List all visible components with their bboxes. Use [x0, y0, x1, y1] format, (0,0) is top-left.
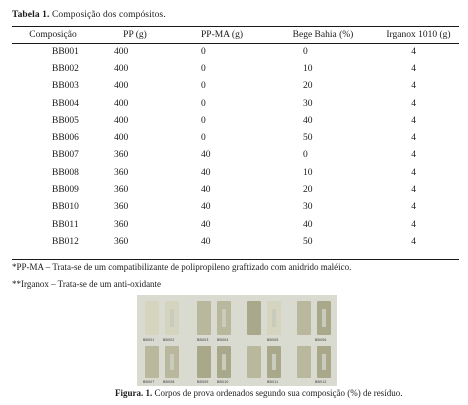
cell-pp: 400: [114, 98, 129, 109]
cell-pp: 400: [114, 133, 129, 144]
specimen-bb002: [165, 301, 179, 335]
cell-pp: 360: [114, 167, 129, 178]
specimen-bb010: [217, 346, 231, 378]
photo-label: BB006: [315, 338, 327, 342]
specimens-photo: [137, 295, 337, 386]
cell-pp-ma: 0: [201, 46, 206, 57]
cell-composicao: BB009: [52, 185, 79, 196]
cell-composicao: BB010: [52, 202, 79, 213]
cell-irganox: 4: [411, 219, 416, 230]
cell-pp-ma: 40: [201, 202, 211, 213]
cell-pp-ma: 0: [201, 133, 206, 144]
cell-pp: 360: [114, 185, 129, 196]
cell-pp-ma: 0: [201, 115, 206, 126]
cell-bege-bahia: 50: [303, 133, 313, 144]
cell-composicao: BB005: [52, 115, 79, 126]
table-row: [12, 43, 459, 60]
cell-bege-bahia: 50: [303, 236, 313, 247]
table-title: [12, 10, 166, 20]
cell-pp-ma: 40: [201, 150, 211, 161]
cell-pp: 360: [114, 150, 129, 161]
cell-pp: 360: [114, 236, 129, 247]
cell-pp-ma: 40: [201, 236, 211, 247]
cell-pp-ma: 40: [201, 167, 211, 178]
cell-bege-bahia: 30: [303, 98, 313, 109]
footnote-irganox: **Irganox – Trata-se de um anti-oxidante: [12, 279, 162, 289]
specimen-bb006c: [317, 301, 331, 335]
photo-label: BB007: [143, 380, 155, 384]
photo-label: BB011: [267, 380, 279, 384]
composition-table: [12, 27, 459, 251]
specimen-bb001: [145, 301, 159, 335]
cell-irganox: 4: [411, 236, 416, 247]
cell-irganox: 4: [411, 63, 416, 74]
table-row: [12, 233, 459, 250]
cell-pp: 360: [114, 219, 129, 230]
cell-pp-ma: 0: [201, 81, 206, 92]
cell-bege-bahia: 30: [303, 202, 313, 213]
cell-bege-bahia: 20: [303, 185, 313, 196]
cell-bege-bahia: 0: [303, 46, 308, 57]
figure-caption-prefix: Figura. 1.: [115, 388, 153, 398]
cell-pp: 360: [114, 202, 129, 213]
photo-label: BB008: [163, 380, 175, 384]
cell-bege-bahia: 40: [303, 219, 313, 230]
photo-label: BB012: [315, 380, 327, 384]
cell-bege-bahia: 10: [303, 63, 313, 74]
table-header-row: [12, 27, 459, 43]
header-irganox: Irganox 1010 (g): [386, 30, 451, 40]
table-row: [12, 112, 459, 129]
cell-pp: 400: [114, 63, 129, 74]
specimen-bb004: [217, 301, 231, 335]
specimen-bb005: [247, 301, 261, 335]
table-row: [12, 216, 459, 233]
table-bottom-rule: [12, 259, 459, 260]
figure-caption-text: Corpos de prova ordenados segundo sua composição (%) de resíduo.: [154, 388, 403, 398]
cell-bege-bahia: 0: [303, 150, 308, 161]
cell-irganox: 4: [411, 185, 416, 196]
header-bege-bahia: Bege Bahia (%): [292, 30, 354, 40]
specimen-bb012c: [317, 346, 331, 378]
table-row: [12, 78, 459, 95]
cell-composicao: BB011: [52, 219, 79, 230]
cell-composicao: BB006: [52, 133, 79, 144]
cell-composicao: BB003: [52, 81, 79, 92]
photo-label: BB010: [217, 380, 229, 384]
photo-label: BB001: [143, 338, 155, 342]
table-row: [12, 181, 459, 198]
table-row: [12, 164, 459, 181]
cell-composicao: BB002: [52, 63, 79, 74]
header-composicao: Composição: [29, 30, 77, 40]
cell-bege-bahia: 10: [303, 167, 313, 178]
header-pp-ma: PP-MA (g): [201, 30, 243, 40]
header-pp: PP (g): [123, 30, 147, 40]
cell-composicao: BB008: [52, 167, 79, 178]
specimen-bb009: [197, 346, 211, 378]
cell-pp-ma: 40: [201, 219, 211, 230]
cell-irganox: 4: [411, 46, 416, 57]
table-row: [12, 60, 459, 77]
cell-composicao: BB001: [52, 46, 79, 57]
photo-label: BB005: [267, 338, 279, 342]
photo-label: BB003: [197, 338, 209, 342]
cell-pp: 400: [114, 46, 129, 57]
cell-irganox: 4: [411, 150, 416, 161]
table-title-prefix: Tabela 1.: [12, 10, 50, 20]
cell-pp-ma: 0: [201, 98, 206, 109]
cell-irganox: 4: [411, 133, 416, 144]
specimen-bb007: [145, 346, 159, 378]
cell-irganox: 4: [411, 115, 416, 126]
figure-caption: [115, 388, 402, 398]
table-row: [12, 147, 459, 164]
cell-pp: 400: [114, 115, 129, 126]
cell-pp-ma: 0: [201, 63, 206, 74]
specimen-bb011: [247, 346, 261, 378]
table-row: [12, 129, 459, 146]
cell-irganox: 4: [411, 202, 416, 213]
cell-irganox: 4: [411, 81, 416, 92]
specimen-bb006: [267, 301, 281, 335]
cell-bege-bahia: 20: [303, 81, 313, 92]
cell-composicao: BB012: [52, 236, 79, 247]
footnote-pp-ma: *PP-MA – Trata-se de um compatibilizante de polipropileno graftizado com anidrido maléico.: [12, 262, 352, 272]
specimen-bb008: [165, 346, 179, 378]
cell-pp-ma: 40: [201, 185, 211, 196]
photo-label: BB004: [217, 338, 229, 342]
table-row: [12, 95, 459, 112]
specimen-bb012b: [297, 346, 311, 378]
table-title-text: Composição dos compósitos.: [52, 10, 166, 20]
cell-irganox: 4: [411, 98, 416, 109]
photo-label: BB002: [163, 338, 175, 342]
specimen-bb006b: [297, 301, 311, 335]
cell-bege-bahia: 40: [303, 115, 313, 126]
cell-pp: 400: [114, 81, 129, 92]
cell-composicao: BB004: [52, 98, 79, 109]
photo-label: BB009: [197, 380, 209, 384]
specimen-bb003: [197, 301, 211, 335]
table-row: [12, 199, 459, 216]
specimen-bb012: [267, 346, 281, 378]
cell-composicao: BB007: [52, 150, 79, 161]
cell-irganox: 4: [411, 167, 416, 178]
